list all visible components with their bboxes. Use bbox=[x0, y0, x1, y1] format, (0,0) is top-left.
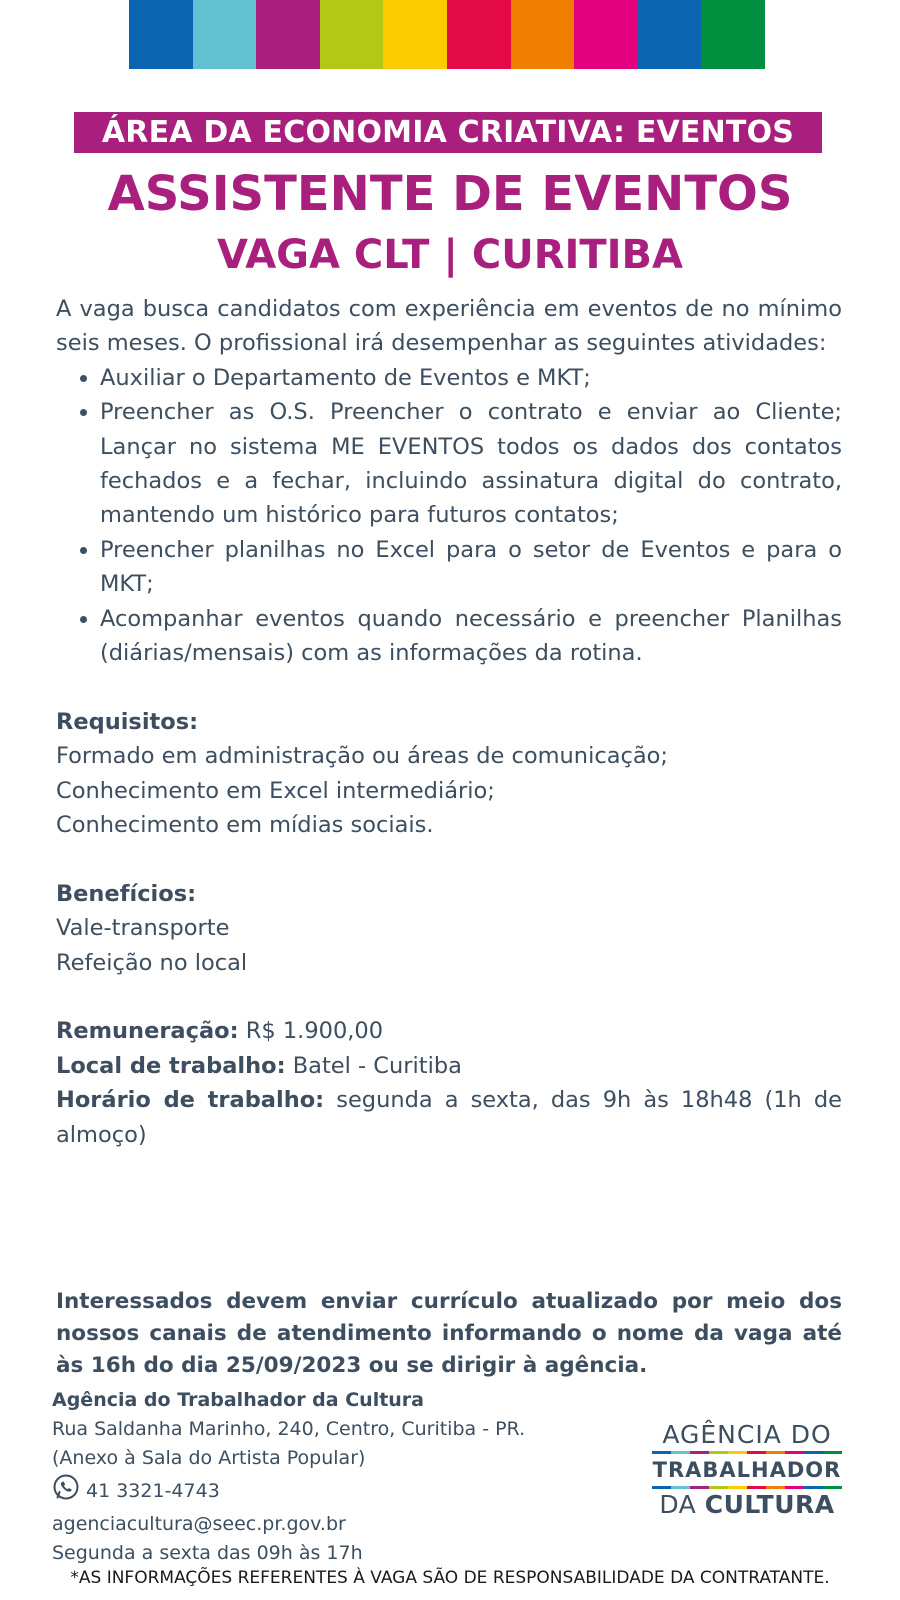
logo-stripe bbox=[785, 1486, 804, 1489]
agency-name: Agência do Trabalhador da Cultura bbox=[52, 1389, 425, 1411]
task-list bbox=[56, 361, 842, 671]
benefit-item: Refeição no local bbox=[56, 949, 248, 976]
color-stripe bbox=[320, 0, 384, 69]
logo-line-1: AGÊNCIA DO bbox=[662, 1420, 832, 1449]
logo-stripe bbox=[766, 1451, 785, 1454]
logo-line-2: TRABALHADOR bbox=[652, 1458, 842, 1482]
color-stripe bbox=[447, 0, 511, 69]
list-item: • Preencher planilhas no Excel para o setor de Eventos e para o MKT; bbox=[100, 533, 842, 602]
job-title: ASSISTENTE DE EVENTOS bbox=[107, 166, 793, 222]
disclaimer: *AS INFORMAÇÕES REFERENTES À VAGA SÃO DE RESPONSABILIDADE DA CONTRATANTE. bbox=[70, 1568, 830, 1588]
color-stripe bbox=[129, 0, 193, 69]
benefits-heading: Benefícios: bbox=[56, 880, 197, 907]
color-stripe bbox=[256, 0, 320, 69]
logo-stripe bbox=[690, 1451, 709, 1454]
logo-stripe bbox=[671, 1486, 690, 1489]
color-stripe bbox=[511, 0, 575, 69]
logo-stripe bbox=[709, 1486, 728, 1489]
benefit-item: Vale-transporte bbox=[56, 915, 230, 942]
logo-stripe bbox=[766, 1486, 785, 1489]
location-label: Local de trabalho: bbox=[56, 1052, 286, 1079]
job-description bbox=[56, 292, 842, 1152]
whatsapp-icon bbox=[52, 1473, 80, 1510]
logo-stripe bbox=[728, 1451, 747, 1454]
list-item: • Acompanhar eventos quando necessário e preencher Planilhas (diárias/mensais) com as informações da rotina. bbox=[100, 602, 842, 671]
hours-line bbox=[56, 1083, 842, 1152]
logo-line-3-bold: CULTURA bbox=[704, 1490, 835, 1519]
logo-stripe bbox=[804, 1451, 823, 1454]
color-stripe bbox=[701, 0, 765, 69]
agency-logo bbox=[652, 1420, 842, 1520]
requirement-item: Conhecimento em mídias sociais. bbox=[56, 812, 434, 839]
logo-stripe bbox=[747, 1486, 766, 1489]
logo-divider bbox=[652, 1486, 842, 1489]
logo-stripe bbox=[823, 1451, 842, 1454]
logo-stripe bbox=[690, 1486, 709, 1489]
list-item: • Auxiliar o Departamento de Eventos e MKT; bbox=[100, 361, 842, 395]
requirement-item: Conhecimento em Excel intermediário; bbox=[56, 777, 495, 804]
logo-stripe bbox=[652, 1486, 671, 1489]
requirements-heading: Requisitos: bbox=[56, 708, 199, 735]
logo-stripe bbox=[785, 1451, 804, 1454]
color-stripe bbox=[383, 0, 447, 69]
hours-label: Horário de trabalho: bbox=[56, 1087, 325, 1114]
phone-line bbox=[52, 1473, 612, 1510]
requirement-item: Formado em administração ou áreas de comunicação; bbox=[56, 743, 668, 770]
call-to-action: Interessados devem enviar currículo atualizado por meio dos nossos canais de atendimento informando o nome da vaga até às 16h do dia 25/09/2023 ou se dirigir à agência. bbox=[56, 1289, 842, 1378]
logo-line-3-light: DA bbox=[659, 1490, 705, 1519]
opening-hours: Segunda a sexta das 09h às 17h bbox=[52, 1542, 363, 1564]
logo-stripe bbox=[709, 1451, 728, 1454]
salary-line bbox=[56, 1014, 842, 1048]
salary-label: Remuneração: bbox=[56, 1018, 239, 1045]
logo-divider bbox=[652, 1451, 842, 1454]
color-stripe bbox=[193, 0, 257, 69]
logo-stripe bbox=[747, 1451, 766, 1454]
logo-line-3 bbox=[652, 1490, 842, 1520]
logo-stripe bbox=[804, 1486, 823, 1489]
location-line bbox=[56, 1049, 842, 1083]
email-link[interactable]: agenciacultura@seec.pr.gov.br bbox=[52, 1513, 346, 1535]
contact-block bbox=[52, 1386, 612, 1568]
hours-value: segunda a sexta, das 9h às 18h48 (1h de almoço) bbox=[56, 1087, 842, 1148]
logo-stripe bbox=[652, 1451, 671, 1454]
phone-number[interactable]: 41 3321-4743 bbox=[86, 1480, 220, 1502]
category-banner: ÁREA DA ECONOMIA CRIATIVA: EVENTOS bbox=[74, 112, 822, 153]
address-annex: (Anexo à Sala do Artista Popular) bbox=[52, 1447, 366, 1469]
color-stripe bbox=[574, 0, 638, 69]
location-value: Batel - Curitiba bbox=[285, 1052, 462, 1079]
list-item: • Preencher as O.S. Preencher o contrato e enviar ao Cliente; Lançar no sistema ME EVENTOS todos os dados dos contatos fechados e a fechar, incluindo assinatura digital do contrato, mantendo um histórico para futuros contatos; bbox=[100, 395, 842, 533]
salary-value: R$ 1.900,00 bbox=[238, 1018, 384, 1045]
address: Rua Saldanha Marinho, 240, Centro, Curitiba - PR. bbox=[52, 1418, 526, 1440]
intro-text: A vaga busca candidatos com experiência em eventos de no mínimo seis meses. O profissional irá desempenhar as seguintes atividades: bbox=[56, 296, 842, 357]
logo-stripe bbox=[823, 1486, 842, 1489]
color-stripe-banner bbox=[129, 0, 765, 69]
logo-stripe bbox=[671, 1451, 690, 1454]
color-stripe bbox=[638, 0, 702, 69]
job-subtitle: VAGA CLT | CURITIBA bbox=[216, 232, 683, 278]
logo-stripe bbox=[728, 1486, 747, 1489]
